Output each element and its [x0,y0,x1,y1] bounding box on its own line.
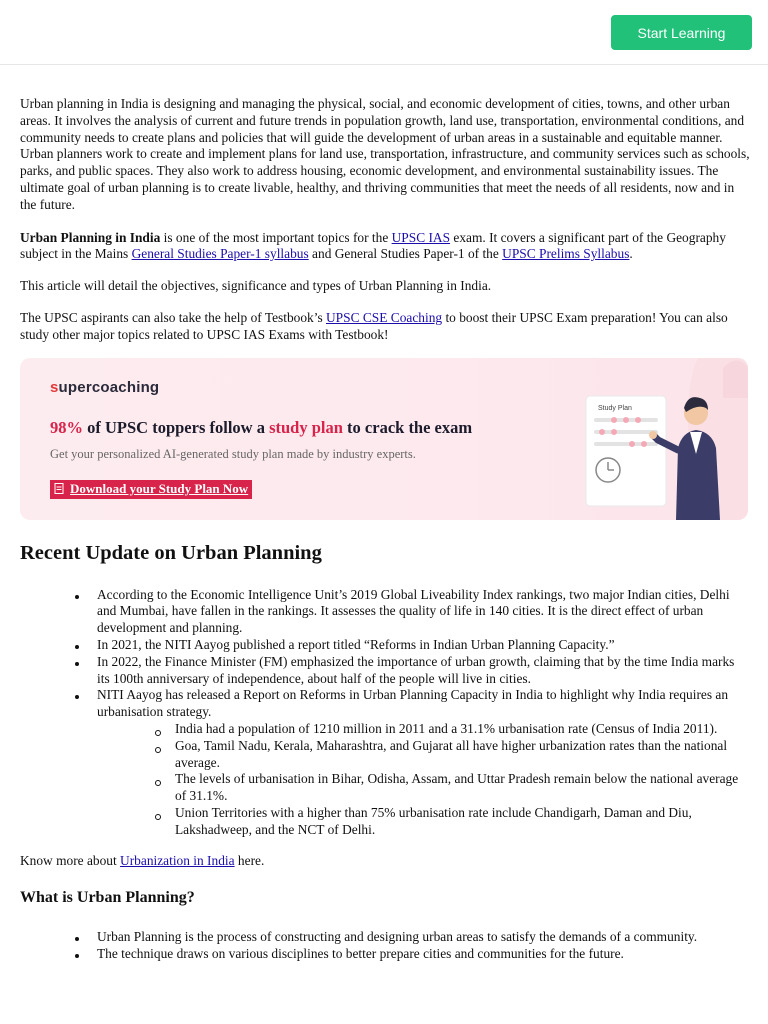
bullet-icon [75,954,79,958]
circle-bullet-icon [155,814,161,820]
start-learning-button[interactable]: Start Learning [611,15,752,50]
bullet-icon [75,695,79,699]
topic-text-b: exam. It covers a significant part of the Geography subject in the Mains [20,229,726,262]
circle-bullet-icon [155,747,161,753]
what-is-urban-planning-heading: What is Urban Planning? [20,889,195,907]
list-item: In 2022, the Finance Minister (FM) emphasized the importance of urban growth, claiming that by the time India marks its 100th anniversary of independence, about half of the people will live in cities. [20,654,750,688]
banner-subtext: Get your personalized AI-generated study plan made by industry experts. [50,446,416,461]
list-item: NITI Aayog has released a Report on Reforms in Urban Planning Capacity in India to highlight why India requires an urbanisation strategy. India had a population of 1210 million in 2011 and a 31.1% urbanisation rate (Census of India 2011). Goa, Tamil Nadu, Kerala, Maharashtra, and Gujarat all have higher urbanization rates than the national average. The levels of urbanisation in Bihar, Odisha, Assam, and Uttar Pradesh remain below the national average of 31.1%. Union Territories with a higher than 75% urbanisation rate include Chandigarh, Daman and Diu, Lakshadweep, and the NCT of Delhi. [20,687,750,838]
list-item: Urban Planning is the process of constructing and designing urban areas to satisfy the demands of a community. [20,929,750,946]
urbanisation-sublist [97,721,750,839]
download-study-plan-button[interactable]: Download your Study Plan Now [50,480,252,499]
document-icon [54,483,64,494]
study-plan-illustration [548,358,748,520]
circle-bullet-icon [155,780,161,786]
topic-text-c: and General Studies Paper-1 of the [308,246,503,262]
top-bar [0,0,768,65]
bullet-icon [75,595,79,599]
recent-update-heading: Recent Update on Urban Planning [20,541,322,564]
circle-bullet-icon [155,730,161,736]
gs-paper-1-link[interactable]: General Studies Paper-1 syllabus [131,246,309,262]
topic-bold: Urban Planning in India [20,229,161,245]
list-item: Union Territories with a higher than 75% urbanisation rate include Chandigarh, Daman and Diu, Lakshadweep, and the NCT of Delhi. [20,805,750,839]
topic-text-d: . [629,246,633,262]
coaching-text-a: The UPSC aspirants can also take the help of Testbook’s [20,309,327,325]
topic-text-a: is one of the most important topics for the [160,229,392,245]
bullet-icon [75,645,79,649]
list-item: According to the Economic Intelligence Unit’s 2019 Global Liveability Index rankings, two major Indian cities, Delhi and Mumbai, have fallen in the rankings. It assesses the quality of life in 140 cities. It is the direct effect of urban development and planning. [20,587,750,637]
bullet-icon [75,937,79,941]
banner-headline: 98% of UPSC toppers follow a study plan to crack the exam [50,417,473,437]
list-item: The technique draws on various disciplines to better prepare cities and communities for the future. [20,946,750,963]
cse-coaching-link[interactable]: UPSC CSE Coaching [326,309,443,325]
list-item: The levels of urbanisation in Bihar, Odisha, Assam, and Uttar Pradesh remain below the national average of 31.1%. [20,771,750,805]
intro-paragraph: Urban planning in India is designing and managing the physical, social, and economic development of cities, towns, and other urban areas. It involves the analysis of current and future trends in population growth, land use, transportation, environmental conditions, and community needs to create plans and policies that will guide the development of urban areas in a sustainable and equitable manner. Urban planners work to create and implement plans for land use, transportation, infrastructure, and community services such as schools, parks, and public spaces. They also work to address housing, economic development, and environmental sustainability issues. The ultimate goal of urban planning is to create livable, healthy, and thriving communities that meet the needs of all residents, now and in the future. [20,96,750,212]
coaching-text-b: to boost their UPSC Exam preparation! You can also study other major topics related to UPSC IAS Exams with Testbook! [20,309,728,342]
list-item: India had a population of 1210 million in 2011 and a 31.1% urbanisation rate (Census of India 2011). [20,721,750,738]
upsc-ias-link[interactable]: UPSC IAS [391,229,451,245]
bullet-icon [75,662,79,666]
supercoaching-banner[interactable] [20,358,748,520]
prelims-syllabus-link[interactable]: UPSC Prelims Syllabus [502,246,630,262]
study-plan-label: Study Plan [598,404,632,412]
supercoaching-logo: supercoaching [50,378,160,396]
recent-update-list [20,587,750,839]
list-item: Goa, Tamil Nadu, Kerala, Maharashtra, and Gujarat all have higher urbanization rates than the national average. [20,738,750,772]
coaching-paragraph [20,310,750,344]
what-is-list [20,929,750,963]
article-scope-paragraph: This article will detail the objectives, significance and types of Urban Planning in India. [20,278,492,294]
article [20,96,750,963]
know-more-paragraph: Know more about Urbanization in India here. [20,852,265,868]
topic-paragraph [20,230,750,264]
urbanization-in-india-link[interactable]: Urbanization in India [120,852,235,868]
list-item: In 2021, the NITI Aayog published a report titled “Reforms in Indian Urban Planning Capacity.” [20,637,750,654]
